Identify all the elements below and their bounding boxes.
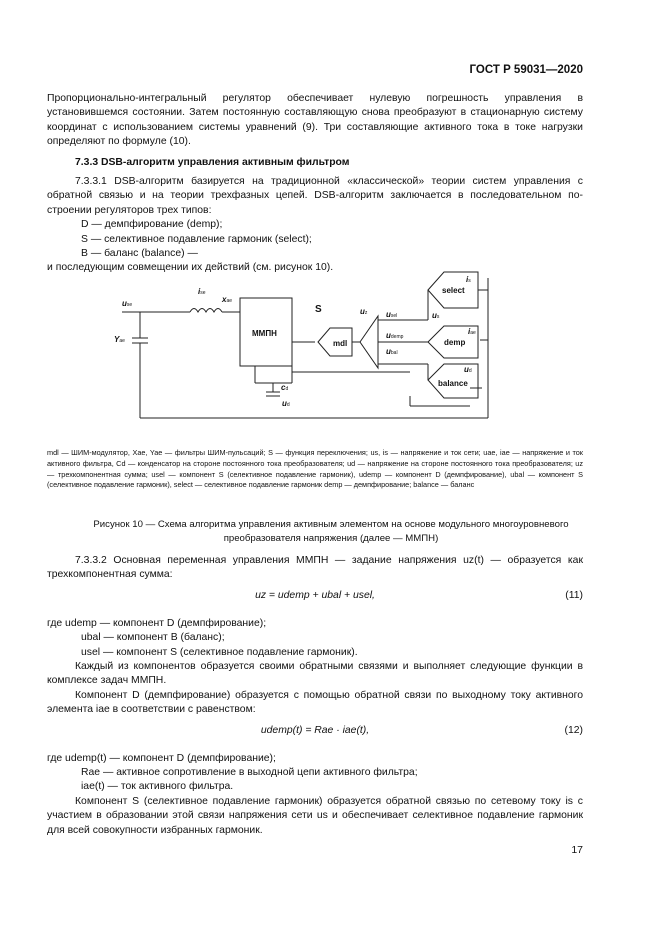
u-se-label: use <box>122 299 133 308</box>
paragraph-component-d: Компонент D (демпфирование) образуется с помощью обратной связи по выходному току активного элемента iae в соответствии с равенством: <box>47 689 583 716</box>
equation-11-number: (11) <box>565 589 583 601</box>
switch-function-label: S <box>315 304 322 315</box>
equation-11 <box>47 589 583 611</box>
equation-11-formula: uz = udemp + ubal + usel, <box>255 589 375 601</box>
u-demp-label: udemp <box>386 331 404 340</box>
i-se-label: ise <box>198 287 206 296</box>
where-12-line-2: Rae — активное сопротивление в выходной цепи активного фильтра; <box>81 767 418 779</box>
section-heading: 7.3.3 DSB-алгоритм управления активным фильтром <box>75 156 350 168</box>
paragraph-each-component: Каждый из компонентов образуется своими обратными связями и выполняет следующие функции в комплексе задач ММПН. <box>47 661 583 687</box>
u-s-label: us <box>432 311 440 320</box>
i-ae-label: iae <box>468 327 476 336</box>
standard-header: ГОСТ Р 59031—2020 <box>469 64 583 76</box>
figure-legend: mdl — ШИМ-модулятор, Xae, Yae — фильтры ШИМ-пульсаций; S — функция переключения; us, is — напряжение и ток сети; uae, iae — напряжение и ток активного фильтра, Cd — конденсатор на стороне постоянного тока преобразователя; ud — напряжение на стороне постоянного тока преобразователя; uz — трехкомпонентная сумма; usel — компонент S (селективное подавление гармоник), udemp — компонент D (демпфирование), ubal — компонент S (селективное подавление гармоник), select — селективное подавление гармоник demp — демпфирование; balance — баланс <box>47 448 583 490</box>
page-number: 17 <box>571 844 583 856</box>
intro-paragraph: Пропорционально-интегральный регулятор обеспечивает нулевую погрешность управления в установившемся состоянии. Затем постоянную составляющую снова преобразуют в стационарную систему координат с использованием системы уравнений (9). Три составляющие активного тока в токе нагрузки определяют по формуле (10). <box>47 93 583 148</box>
u-sel-label: usel <box>386 310 398 319</box>
where-12-line-1: где udemp(t) — компонент D (демпфирование); <box>47 752 276 764</box>
paragraph-component-s: Компонент S (селективное подавление гармоник) образуется обратной связью по сетевому току is с участием в образовании этой связи напряжения сети us и обеспечивает селективное подавление гармоник для всей совокупности избранных гармоник. <box>47 795 583 836</box>
u-d-label: ud <box>282 399 290 408</box>
where-12-line-3: iae(t) — ток активного фильтра. <box>81 781 234 793</box>
paragraph-7-3-3-1: 7.3.3.1 DSB-алгоритм базируется на традиционной «классической» теории систем управления с обратной связью и на теории трехфазных цепей. DSB-алгоритм заключается в последовательном по-строении регуляторов трех типов: <box>47 176 583 216</box>
y-ae-label: Yae <box>114 335 125 344</box>
list-item-s: S — селективное подавление гармоник (select); <box>81 233 312 245</box>
u-z-label: uz <box>360 307 368 316</box>
u-bal-label: ubal <box>386 347 398 356</box>
list-item-d: D — демпфирование (demp); <box>81 219 223 231</box>
i-s-label: is <box>466 275 471 284</box>
equation-12-number: (12) <box>564 724 583 736</box>
equation-12-formula: udemp(t) = Rae · iae(t), <box>260 724 370 736</box>
paragraph-7-3-3-2: 7.3.3.2 Основная переменная управления ММПН — задание напряжения uz(t) — образуется как трехкомпонентная сумма: <box>47 555 583 581</box>
body-bottom <box>47 554 583 838</box>
x-ae-label: xae <box>222 295 233 304</box>
figure-caption: Рисунок 10 — Схема алгоритма управления активным элементом на основе модульного многоуровневого преобразователя напряжения (далее — ММПН) <box>93 519 569 544</box>
select-label: select <box>442 286 465 295</box>
list-tail: и последующим совмещении их действий (см. рисунок 10). <box>47 262 334 274</box>
balance-label: balance <box>438 379 468 388</box>
equation-12 <box>47 724 583 746</box>
list-item-b: B — баланс (balance) — <box>81 248 198 260</box>
c-d-label: cd <box>281 383 289 392</box>
mdl-label: mdl <box>333 339 348 348</box>
control-scheme-diagram <box>110 268 490 438</box>
where-11-line-2: ubal — компонент B (баланс); <box>81 632 225 644</box>
body-top <box>47 92 583 276</box>
where-11-line-3: usel — компонент S (селективное подавление гармоник). <box>81 646 358 658</box>
where-11-line-1: где udemp — компонент D (демпфирование); <box>47 617 267 629</box>
demp-label: demp <box>444 338 466 347</box>
mmpn-label: ММПН <box>252 329 277 338</box>
u-d-right-label: ud <box>464 365 472 374</box>
